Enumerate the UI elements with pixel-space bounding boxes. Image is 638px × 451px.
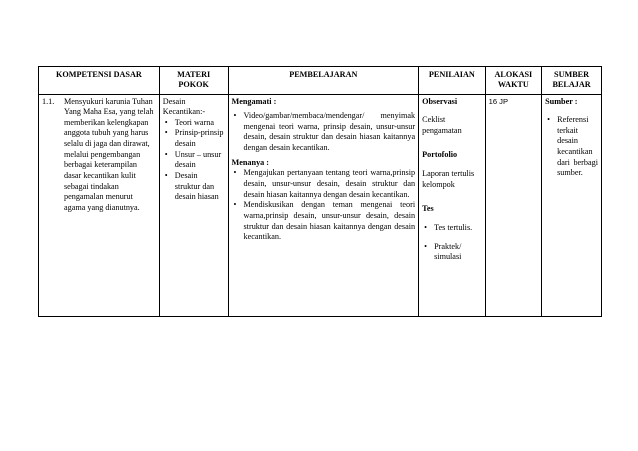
list-item: • Tes tertulis. [434, 223, 481, 234]
header-alokasi-waktu: ALOKASI WAKTU [485, 67, 542, 95]
list-item: • Mengajukan pertanyaan tentang teori warna,prinsip desain, unsur-unsur desain, desain struktur dan desain hiasan kaitannya dengan desain kecantikan. [244, 168, 416, 200]
header-kompetensi-dasar: KOMPETENSI DASAR [39, 67, 160, 95]
list-item: • Referensi terkait desain kecantikan dari berbagi sumber. [557, 115, 598, 179]
menanya-list [232, 168, 416, 243]
list-item: • Teori warna [175, 118, 225, 129]
list-item: • Unsur – unsur desain [175, 150, 225, 171]
list-item: • Desain struktur dan desain hiasan [175, 171, 225, 203]
syllabus-table [38, 66, 602, 317]
list-item: • Video/gambar/membaca/mendengar/ menyimak mengenai teori warna, prinsip desain, unsur-unsur desain, desain struktur dan desain hiasan kaitannya dengan desain kecantikan. [244, 111, 416, 154]
mengamati-list [232, 111, 416, 154]
sumber-title: Sumber : [545, 96, 578, 106]
kompetensi-cell [39, 94, 160, 316]
portofolio-text: Laporan tertulis kelompok [422, 169, 475, 189]
list-item: • Praktek/ simulasi [434, 242, 481, 263]
kd-text: Mensyukuri karunia Tuhan Yang Maha Esa, yang telah memberikan kelengkapan anggota tubuh yang harus selalu di jaga dan dirawat, melalui pengembangan berbagai keterampilan dasar kecantikan kulit sebagai tindakan pengamalan menurut agama yang dianutnya. [64, 96, 154, 213]
penilaian-cell [419, 94, 485, 316]
pembelajaran-cell [228, 94, 419, 316]
list-item: • Prinsip-prinsip desain [175, 128, 225, 149]
mengamati-title: Mengamati : [231, 96, 277, 106]
portofolio-title: Portofolio [422, 150, 458, 160]
header-pembelajaran: PEMBELAJARAN [228, 67, 419, 95]
header-penilaian: PENILAIAN [419, 67, 485, 95]
table-row [39, 94, 602, 316]
materi-list [163, 118, 225, 203]
tes-title: Tes [422, 204, 434, 214]
header-sumber-belajar: SUMBER BELAJAR [542, 67, 602, 95]
kd-number: 1.1. [42, 96, 55, 106]
observasi-title: Observasi [422, 96, 458, 106]
header-materi-pokok: MATERI POKOK [159, 67, 228, 95]
sumber-list [545, 115, 598, 179]
alokasi-value: 16 JP [488, 96, 509, 106]
table-header-row [39, 67, 602, 95]
materi-cell [159, 94, 228, 316]
materi-title: Desain Kecantikan:- [162, 96, 206, 117]
list-item: • Mendiskusikan dengan teman mengenai teori warna,prinsip desain, unsur-unsur desain, desain struktur dan desain hiasan kaitannya dengan desain kecantikan. [244, 200, 416, 243]
menanya-title: Menanya : [231, 157, 270, 167]
sumber-cell [542, 94, 602, 316]
tes-list [422, 223, 481, 263]
observasi-text: Ceklist pengamatan [422, 115, 462, 135]
alokasi-cell [485, 94, 542, 316]
